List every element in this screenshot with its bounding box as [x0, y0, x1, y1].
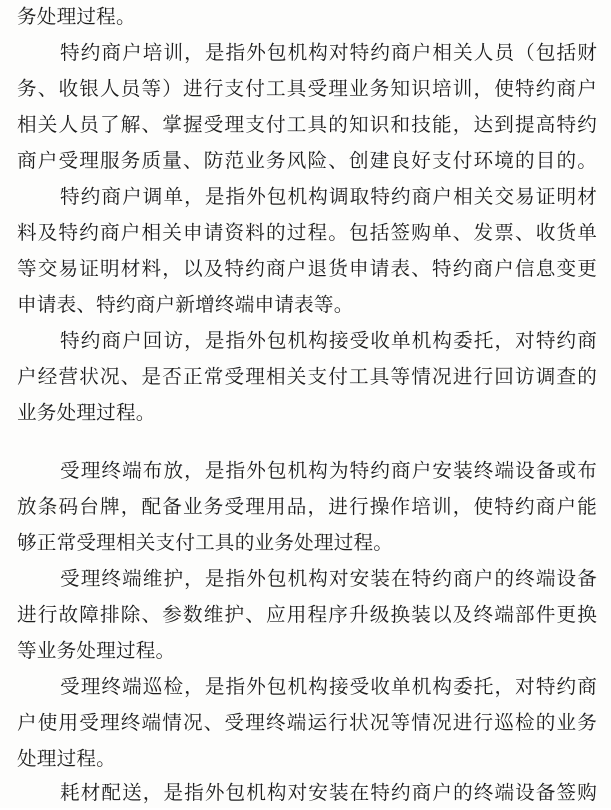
paragraph-first-line: 耗材配送，是指外包机构对安装在特约商户的终端设备签购: [60, 781, 597, 804]
text-line: 放条码台牌，配备业务受理用品，进行操作培训，使特约商户能: [17, 495, 597, 518]
paragraph-first-line: 特约商户回访，是指外包机构接受收单机构委托，对特约商: [60, 329, 597, 352]
text-line: 业务处理过程。: [17, 401, 156, 424]
text-line: 等业务处理过程。: [17, 639, 176, 662]
paragraph-first-line: 特约商户培训，是指外包机构对特约商户相关人员（包括财: [60, 41, 597, 64]
text-line: 务、收银人员等）进行支付工具受理业务知识培训，使特约商户: [17, 77, 597, 100]
text-line: 进行故障排除、参数维护、应用程序升级换装以及终端部件更换: [17, 603, 597, 626]
text-line: 户使用受理终端情况、受理终端运行状况等情况进行巡检的业务: [17, 711, 597, 734]
text-line: 料及特约商户相关申请资料的过程。包括签购单、发票、收货单: [17, 221, 597, 244]
text-line: 相关人员了解、掌握受理支付工具的知识和技能，达到提高特约: [17, 113, 597, 136]
paragraph-first-line: 受理终端布放，是指外包机构为特约商户安装终端设备或布: [60, 459, 597, 482]
text-line: 务处理过程。: [17, 5, 136, 28]
paragraph-first-line: 特约商户调单，是指外包机构调取特约商户相关交易证明材: [60, 185, 597, 208]
text-line: 够正常受理相关支付工具的业务处理过程。: [17, 531, 394, 554]
paragraph-first-line: 受理终端巡检，是指外包机构接受收单机构委托，对特约商: [60, 675, 597, 698]
text-line: 申请表、特约商户新增终端申请表等。: [17, 293, 354, 316]
text-line: 等交易证明材料，以及特约商户退货申请表、特约商户信息变更: [17, 257, 597, 280]
text-line: 商户受理服务质量、防范业务风险、创建良好支付环境的目的。: [17, 149, 597, 172]
text-line: 处理过程。: [17, 747, 116, 770]
paragraph-first-line: 受理终端维护，是指外包机构对安装在特约商户的终端设备: [60, 567, 597, 590]
text-line: 户经营状况、是否正常受理相关支付工具等情况进行回访调查的: [17, 365, 597, 388]
